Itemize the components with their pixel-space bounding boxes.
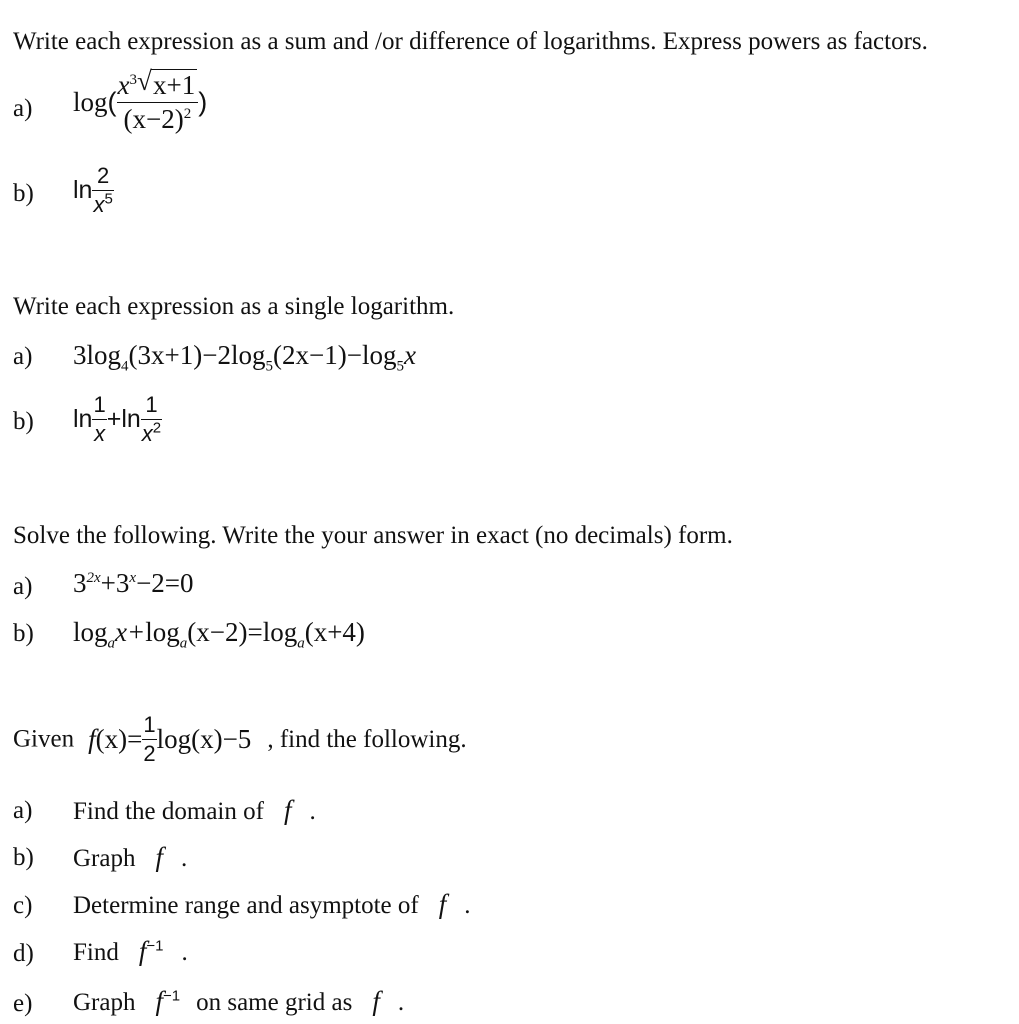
instruction-solve: Solve the following. Write the your answer in exact (no decimals) form. — [13, 522, 733, 549]
item-text-4c: Determine range and asymptote of f . — [73, 889, 471, 919]
item-label-4a: a) — [13, 797, 33, 824]
expression-1b: ln $\frac{2}{x^5}$ — [73, 163, 113, 217]
item-label-3a: a) — [13, 573, 33, 600]
item-label-1a: a) — [13, 95, 33, 122]
item-text-4b: Graph f . — [73, 842, 188, 872]
item-text-4e: Graph $f^{-1}$ on same grid as f . — [73, 986, 405, 1016]
item-label-4c: c) — [13, 892, 33, 919]
item-label-3b: b) — [13, 620, 34, 647]
item-text-4d: Find $f^{-1}$ . — [73, 936, 188, 966]
instruction-single-log: Write each expression as a single logarithm. — [13, 293, 455, 320]
item-label-1b: b) — [13, 180, 34, 207]
instruction-sum-difference: Write each expression as a sum and /or difference of logarithms. Express powers as factors. — [13, 28, 928, 55]
item-text-4a: Find the domain of f . — [73, 795, 316, 825]
expression-3a: $3^{2x}+3^x-2=0$ — [73, 568, 194, 598]
expression-3b: $\log_ax+\log_a(x-2)=\log_a(x+4)$ — [73, 617, 365, 652]
item-label-2b: b) — [13, 408, 34, 435]
item-label-4b: b) — [13, 844, 34, 871]
square-root: √ x+1 — [137, 66, 196, 100]
given-function-line: Given f(x)= $\frac{1}{2}$ log(x)−5 , find the following. — [13, 712, 467, 766]
expression-2a: $3\log_4(3x+1)-2\log_5(2x-1)-\log_5x$ — [73, 340, 416, 375]
expression-2b: ln $\frac{1}{x}$ +ln $\frac{1}{x^2}$ — [73, 392, 162, 446]
item-label-2a: a) — [13, 343, 33, 370]
fraction-1a: $x^3$ √ x+1 $(x-2)^2$ — [117, 70, 199, 135]
log-fn: log — [73, 87, 108, 117]
expression-1a: log( $x^3$ √ x+1 $(x-2)^2$ ) — [73, 66, 208, 134]
item-label-4e: e) — [13, 990, 33, 1017]
item-label-4d: d) — [13, 940, 34, 967]
